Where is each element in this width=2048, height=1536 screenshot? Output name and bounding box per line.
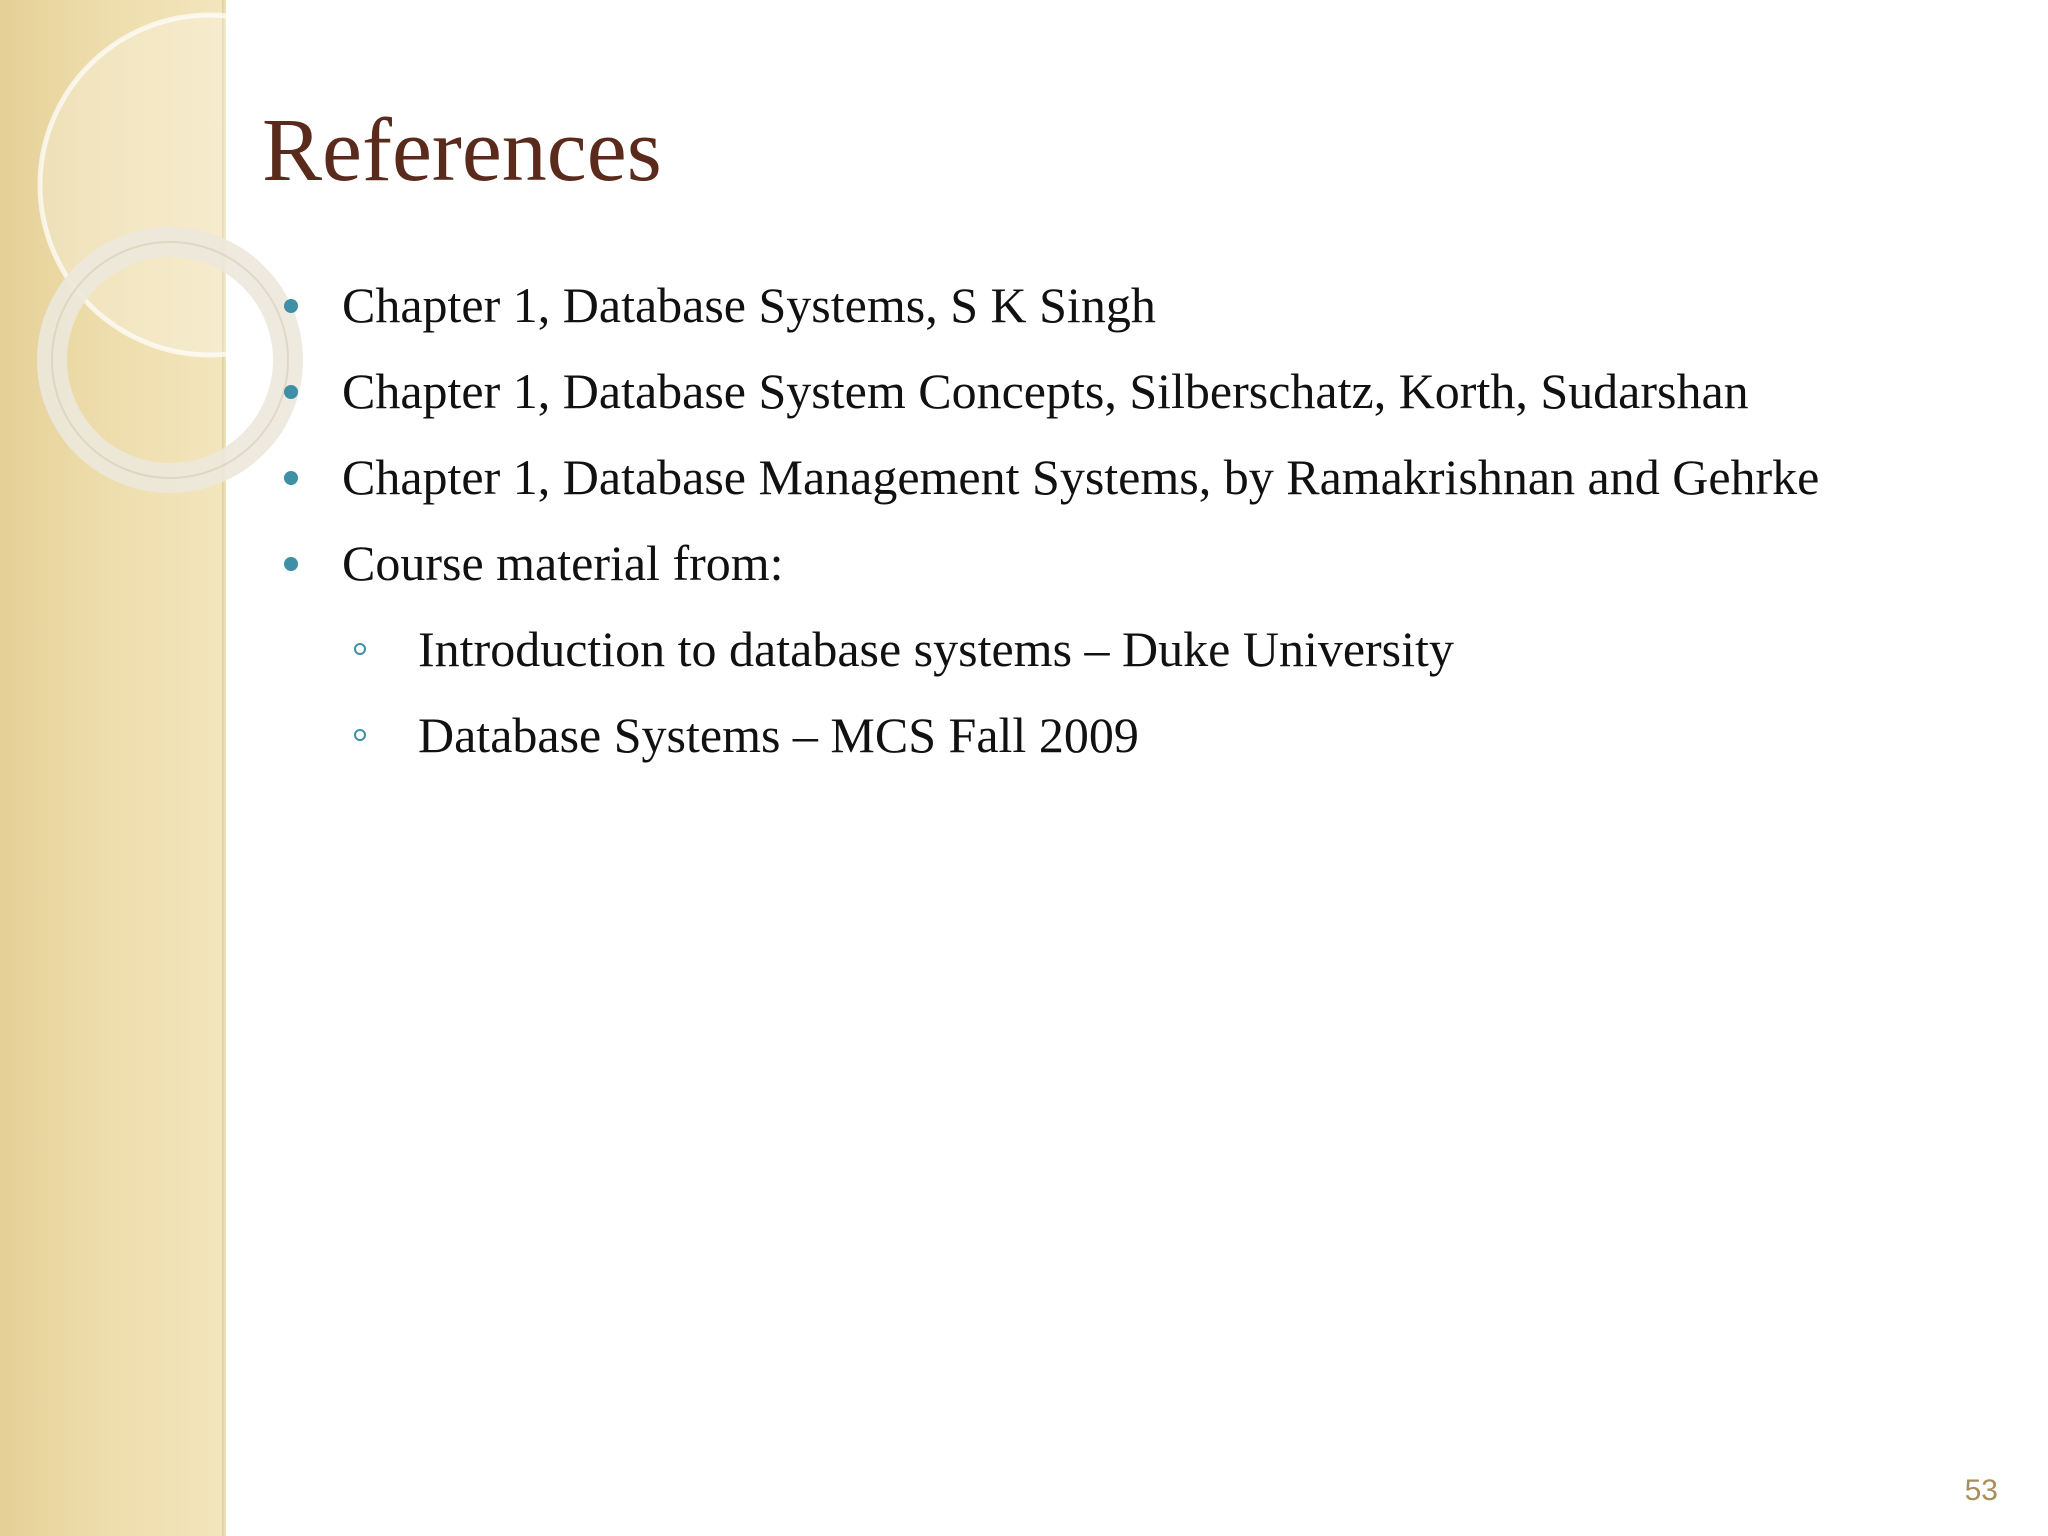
bullet-dot-icon <box>284 557 298 571</box>
sub-reference-text: Database Systems – MCS Fall 2009 <box>418 707 1139 763</box>
bullet-ring-icon <box>354 643 366 655</box>
page-number: 53 <box>1964 1474 1998 1507</box>
bullet-dot-icon <box>284 299 298 313</box>
bullet-dot-icon <box>284 471 298 485</box>
list-item <box>262 535 1982 591</box>
bullet-ring-icon <box>354 729 366 741</box>
list-item <box>262 449 1982 505</box>
references-list <box>262 277 1982 798</box>
list-item <box>262 277 1982 333</box>
slide-title: References <box>262 101 662 200</box>
reference-text: Chapter 1, Database System Concepts, Silberschatz, Korth, Sudarshan <box>342 363 1749 419</box>
reference-text: Course material from: <box>342 535 784 591</box>
reference-text: Chapter 1, Database Systems, S K Singh <box>342 277 1156 333</box>
sub-reference-text: Introduction to database systems – Duke University <box>418 621 1454 677</box>
sub-list-item <box>262 707 1982 763</box>
reference-text: Chapter 1, Database Management Systems, by Ramakrishnan and Gehrke <box>342 449 1820 505</box>
bullet-dot-icon <box>284 385 298 399</box>
list-item <box>262 363 1982 419</box>
sub-list-item <box>262 621 1982 677</box>
